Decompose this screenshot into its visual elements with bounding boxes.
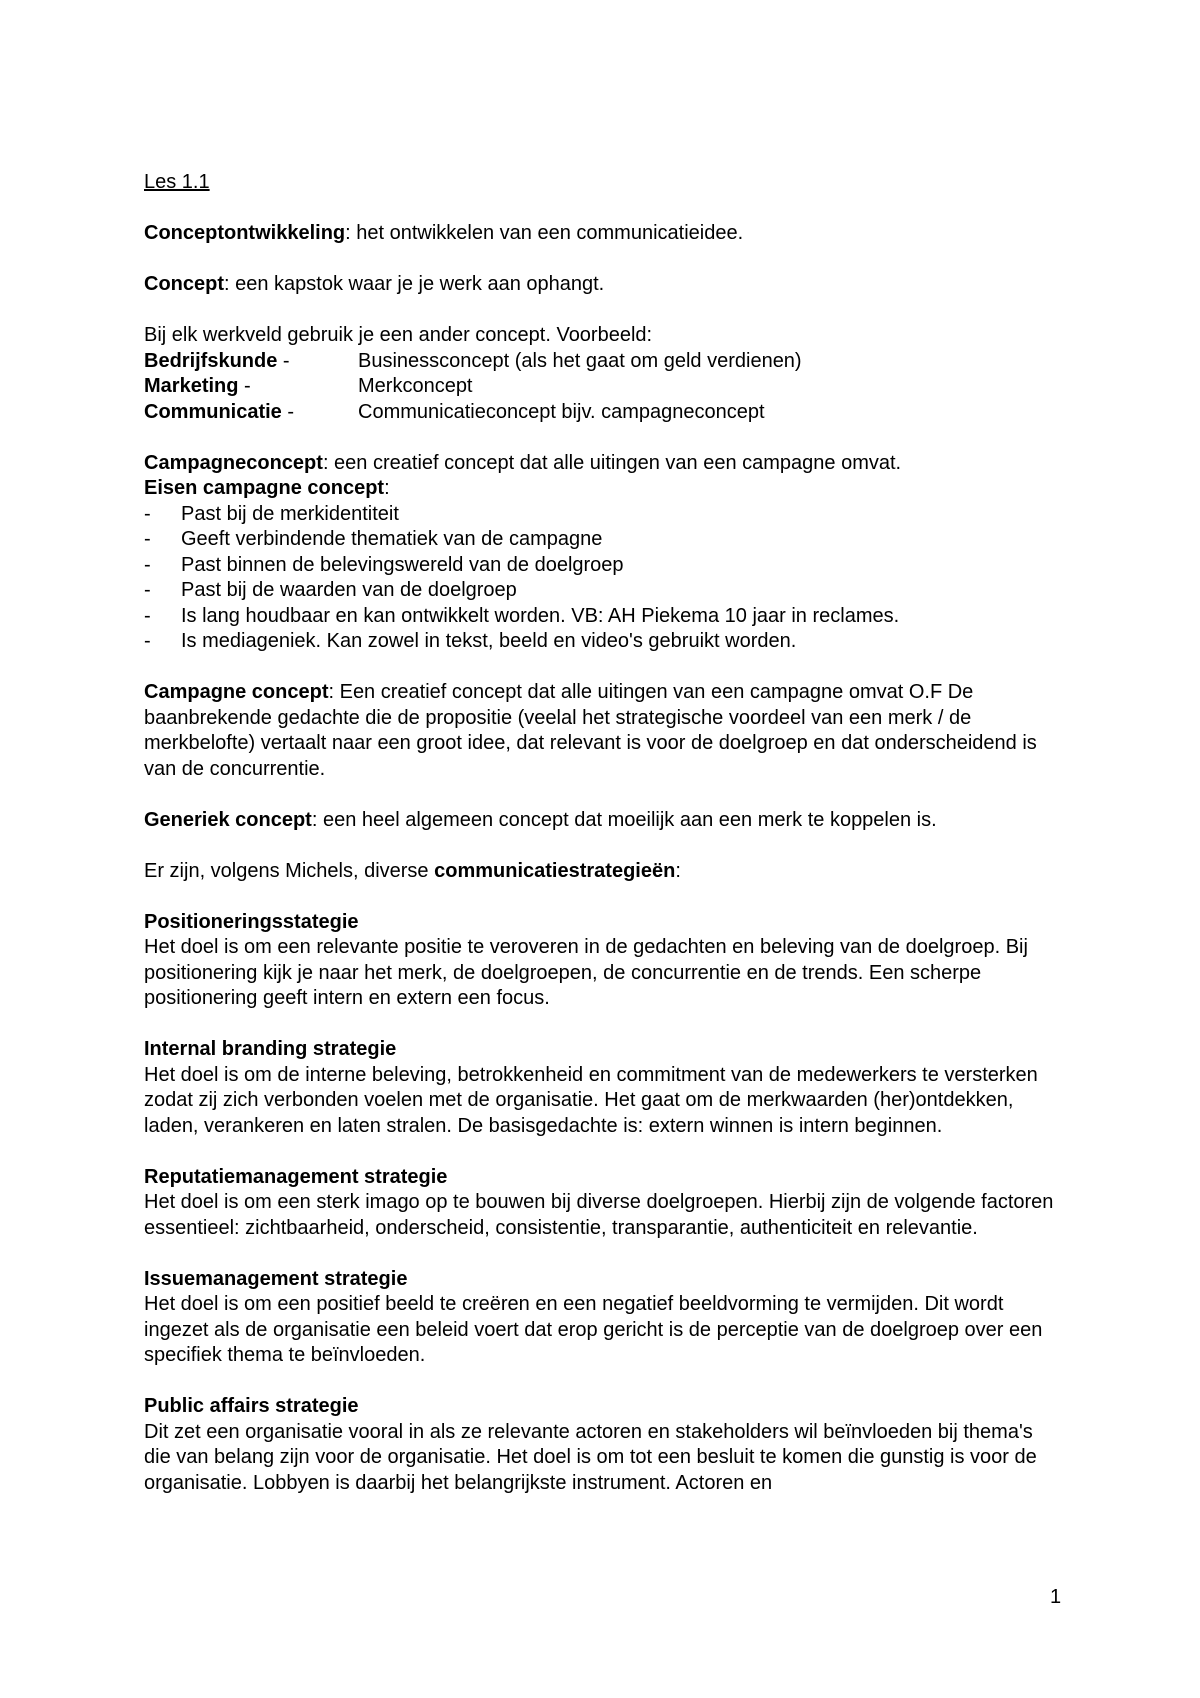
term: Conceptontwikkeling [144,222,346,244]
list-item: - Is mediageniek. Kan zowel in tekst, beeld en video's gebruikt worden. [144,629,1064,655]
list-item: - Past bij de merkidentiteit [144,502,1064,528]
eisen-list [144,502,1064,655]
term: Concept [144,273,224,295]
list-item: - Past bij de waarden van de doelgroep [144,578,1064,604]
definition: : een heel algemeen concept dat moeilijk aan een merk te koppelen is. [311,808,937,831]
term: Generiek concept [144,808,312,831]
dash-bullet: - [144,579,151,601]
werkveld-intro: Bij elk werkveld gebruik je een ander concept. Voorbeeld: [144,324,653,346]
eisen-heading: Eisen campagne concept: [144,477,390,499]
strategy-heading: Positioneringsstategie [144,910,359,933]
definition-conceptontwikkeling [144,221,1064,247]
page-title: Les 1.1 [144,171,210,193]
werkveld-term: Communicatie [144,400,282,423]
strategy-heading: Issuemanagement strategie [144,1267,408,1290]
werkveld-value: Communicatieconcept bijv. campagneconcept [358,400,765,423]
list-item: - Geeft verbindende thematiek van de campagne [144,527,1064,553]
strategy-heading: Internal branding strategie [144,1038,397,1060]
werkveld-term: Bedrijfskunde [144,349,278,372]
definition-campagne-concept [144,680,1064,782]
strategy-text: Het doel is om een relevante positie te veroveren in de gedachten en beleving van de doelgroep. Bij positionering kijk je naar het merk, de doelgroepen, de concurrentie en de trends. Een scherpe positionering geeft intern en extern een focus. [144,936,1028,1009]
definition: : een creatief concept dat alle uitingen van een campagne omvat. [322,451,902,474]
list-item: - Past binnen de belevingswereld van de doelgroep [144,553,1064,579]
term: Campagne concept [144,681,329,703]
dash-bullet: - [144,553,151,576]
document-body [144,170,1064,1496]
strategy-heading: Public affairs strategie [144,1395,359,1417]
definition: : het ontwikkelen van een communicatieidee. [345,222,744,244]
werkveld-row: Marketing - Merkconcept [144,374,1064,400]
definition-concept [144,272,1064,298]
list-item: - Is lang houdbaar en kan ontwikkelt worden. VB: AH Piekema 10 jaar in reclames. [144,604,1064,630]
definition-campagneconcept [144,451,1064,477]
werkveld-term: Marketing [144,375,239,397]
strategie-intro: Er zijn, volgens Michels, diverse communicatiestrategieën: [144,859,681,882]
term: Campagneconcept [144,451,323,474]
definition: : een kapstok waar je je werk aan ophangt. [224,273,605,295]
strategy-text: Het doel is om een positief beeld te creëren en een negatief beeldvorming te vermijden. Dit wordt ingezet als de organisatie een beleid voert dat erop gericht is de perceptie van de doelgroep over een specifiek thema te beïnvloeden. [144,1293,1043,1366]
werkveld-row: Bedrijfskunde - Businessconcept (als het gaat om geld verdienen) [144,349,1064,375]
werkveld-row: Communicatie - Communicatieconcept bijv. campagneconcept [144,400,1064,426]
dash-bullet: - [144,630,151,652]
strategy-heading: Reputatiemanagement strategie [144,1165,448,1188]
strategy-text: Dit zet een organisatie vooral in als ze relevante actoren en stakeholders wil beïnvloeden bij thema's die van belang zijn voor de organisatie. Het doel is om tot een besluit te komen die gunstig is voor de organisatie. Lobbyen is daarbij het belangrijkste instrument. Actoren en [144,1420,1037,1494]
werkveld-value: Businessconcept (als het gaat om geld verdienen) [358,349,802,372]
werkveld-value: Merkconcept [358,375,473,397]
page-number: 1 [1050,1586,1062,1608]
dash-bullet: - [144,528,151,550]
dash-bullet: - [144,604,151,627]
definition: : Een creatief concept dat alle uitingen van een campagne omvat O.F De baanbrekende gedachte die de propositie (veelal het strategische voordeel van een merk / de merkbelofte) vertaalt naar een groot idee, dat relevant is voor de doelgroep en dat onderscheidend is van de concurrentie. [144,681,1037,780]
strategy-text: Het doel is om de interne beleving, betrokkenheid en commitment van de medewerkers te versterken zodat zij zich verbonden voelen met de organisatie. Het gaat om de merkwaarden (her)ontdekken, laden, verankeren en laten stralen. De basisgedachte is: extern winnen is intern beginnen. [144,1063,1038,1137]
strategy-text: Het doel is om een sterk imago op te bouwen bij diverse doelgroepen. Hierbij zijn de volgende factoren essentieel: zichtbaarheid, onderscheid, consistentie, transparantie, authenticiteit en relevantie. [144,1191,1054,1239]
dash-bullet: - [144,502,151,525]
definition-generiek-concept [144,808,1064,834]
